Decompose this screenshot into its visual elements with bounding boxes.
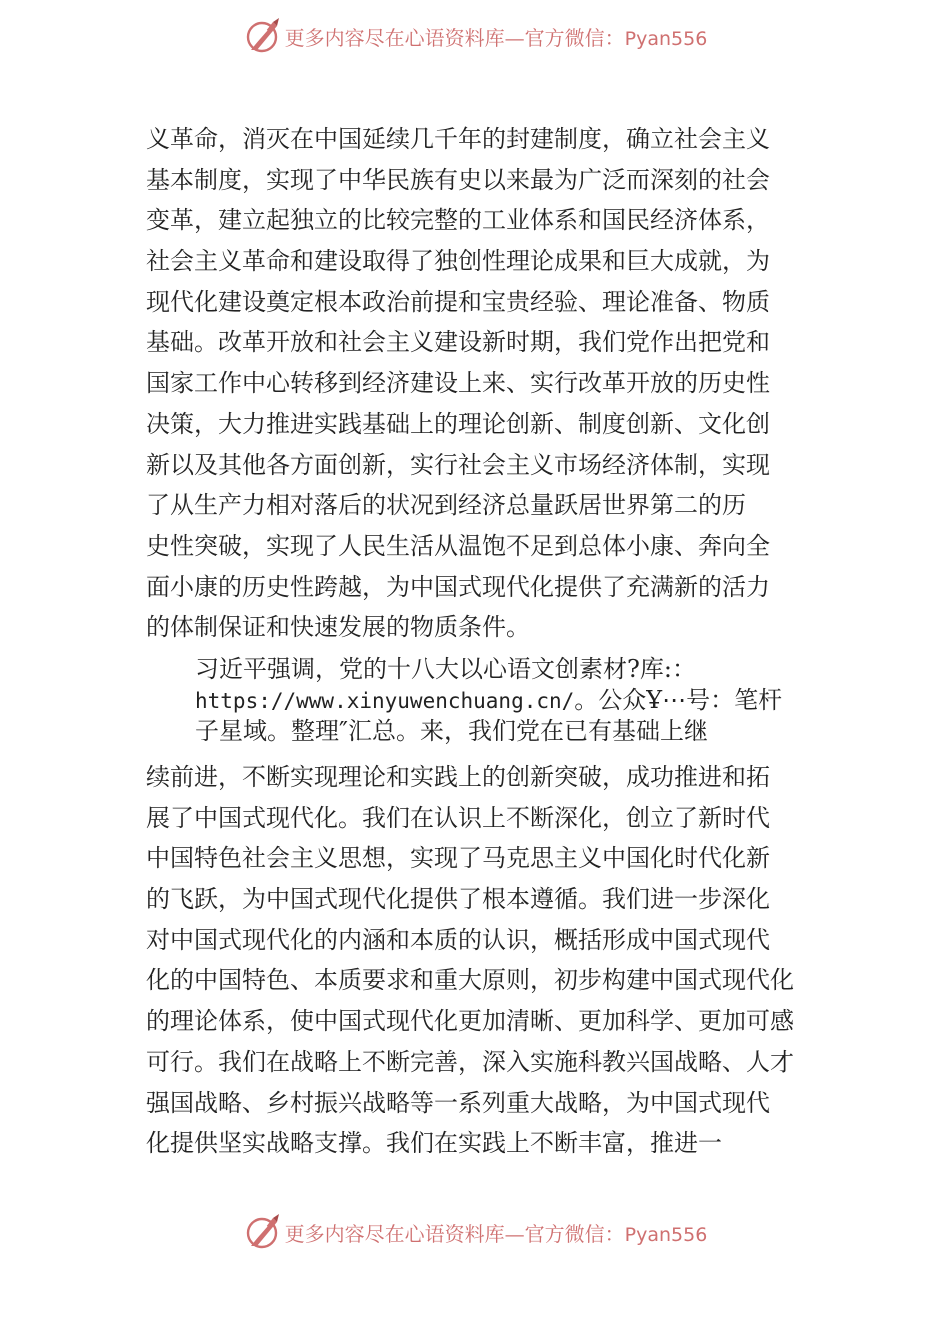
text-line: 化提供坚实战略支撑。我们在实践上不断丰富，推进一: [146, 1129, 722, 1158]
text-line: 变革，建立起独立的比较完整的工业体系和国民经济体系，: [146, 206, 770, 235]
banner-text: [285, 22, 708, 51]
quill-pen-logo-icon: [243, 16, 283, 56]
paragraph-1: [146, 119, 826, 648]
quote-line-2-rest: 。公众Ұ⋯号：笔杆: [574, 686, 783, 714]
footer-banner: [0, 1210, 950, 1254]
banner-dash: —: [504, 1221, 525, 1246]
text-line: 基本制度，实现了中华民族有史以来最为广泛而深刻的社会: [146, 165, 770, 194]
banner-wechat-id: Pyan556: [624, 27, 708, 50]
text-line: 的理论体系，使中国式现代化更加清晰、更加科学、更加可感: [146, 1007, 794, 1036]
text-line: 展了中国式现代化。我们在认识上不断深化，创立了新时代: [146, 803, 770, 832]
banner-site-text: 更多内容尽在心语资料库: [284, 1221, 505, 1246]
header-banner: [0, 14, 950, 58]
text-line: 化的中国特色、本质要求和重大原则，初步构建中国式现代化: [146, 966, 794, 995]
text-line: 可行。我们在战略上不断完善，深入实施科教兴国战略、人才: [146, 1047, 794, 1076]
paragraph-3: [146, 757, 826, 1164]
quote-line-1: 习近平强调，党的十八大以心语文创素材?库:：: [195, 655, 696, 683]
text-line: 新以及其他各方面创新，实行社会主义市场经济体制，实现: [146, 450, 770, 479]
quote-line-2: [195, 685, 835, 716]
text-line: 史性突破，实现了人民生活从温饱不足到总体小康、奔向全: [146, 531, 770, 560]
text-line: 强国战略、乡村振兴战略等一系列重大战略，为中国式现代: [146, 1088, 770, 1117]
text-line: 义革命，消灭在中国延续几千年的封建制度，确立社会主义: [146, 125, 770, 153]
quill-pen-logo-icon: [243, 1212, 283, 1252]
text-line: 社会主义革命和建设取得了独创性理论成果和巨大成就，为: [146, 247, 770, 276]
quote-block: [195, 654, 835, 747]
banner-dash: —: [504, 25, 525, 50]
text-line: 对中国式现代化的内涵和本质的认识，概括形成中国式现代: [146, 925, 770, 954]
banner-wechat-id: Pyan556: [624, 1223, 708, 1246]
text-line: 的体制保证和快速发展的物质条件。: [146, 613, 530, 642]
banner-wechat-label: 官方微信：: [524, 25, 625, 50]
text-line: 基础。改革开放和社会主义建设新时期，我们党作出把党和: [146, 328, 770, 357]
text-line: 了从生产力相对落后的状况到经济总量跃居世界第二的历: [146, 491, 746, 520]
text-line: 国家工作中心转移到经济建设上来、实行改革开放的历史性: [146, 369, 770, 398]
banner-text: [285, 1218, 708, 1247]
text-line: 现代化建设奠定根本政治前提和宝贵经验、理论准备、物质: [146, 287, 770, 316]
text-line: 面小康的历史性跨越，为中国式现代化提供了充满新的活力: [146, 572, 770, 601]
quote-line-3: 子星域。整理″汇总。来，我们党在已有基础上继: [195, 717, 708, 745]
text-line: 决策，大力推进实践基础上的理论创新、制度创新、文化创: [146, 409, 770, 438]
banner-site-text: 更多内容尽在心语资料库: [284, 25, 505, 50]
text-line: 中国特色社会主义思想，实现了马克思主义中国化时代化新: [146, 844, 770, 873]
banner-wechat-label: 官方微信：: [524, 1221, 625, 1246]
source-url-link[interactable]: https://www.xinyuwenchuang.cn/: [195, 689, 575, 713]
text-line: 续前进，不断实现理论和实践上的创新突破，成功推进和拓: [146, 763, 770, 791]
text-line: 的飞跃，为中国式现代化提供了根本遵循。我们进一步深化: [146, 885, 770, 914]
